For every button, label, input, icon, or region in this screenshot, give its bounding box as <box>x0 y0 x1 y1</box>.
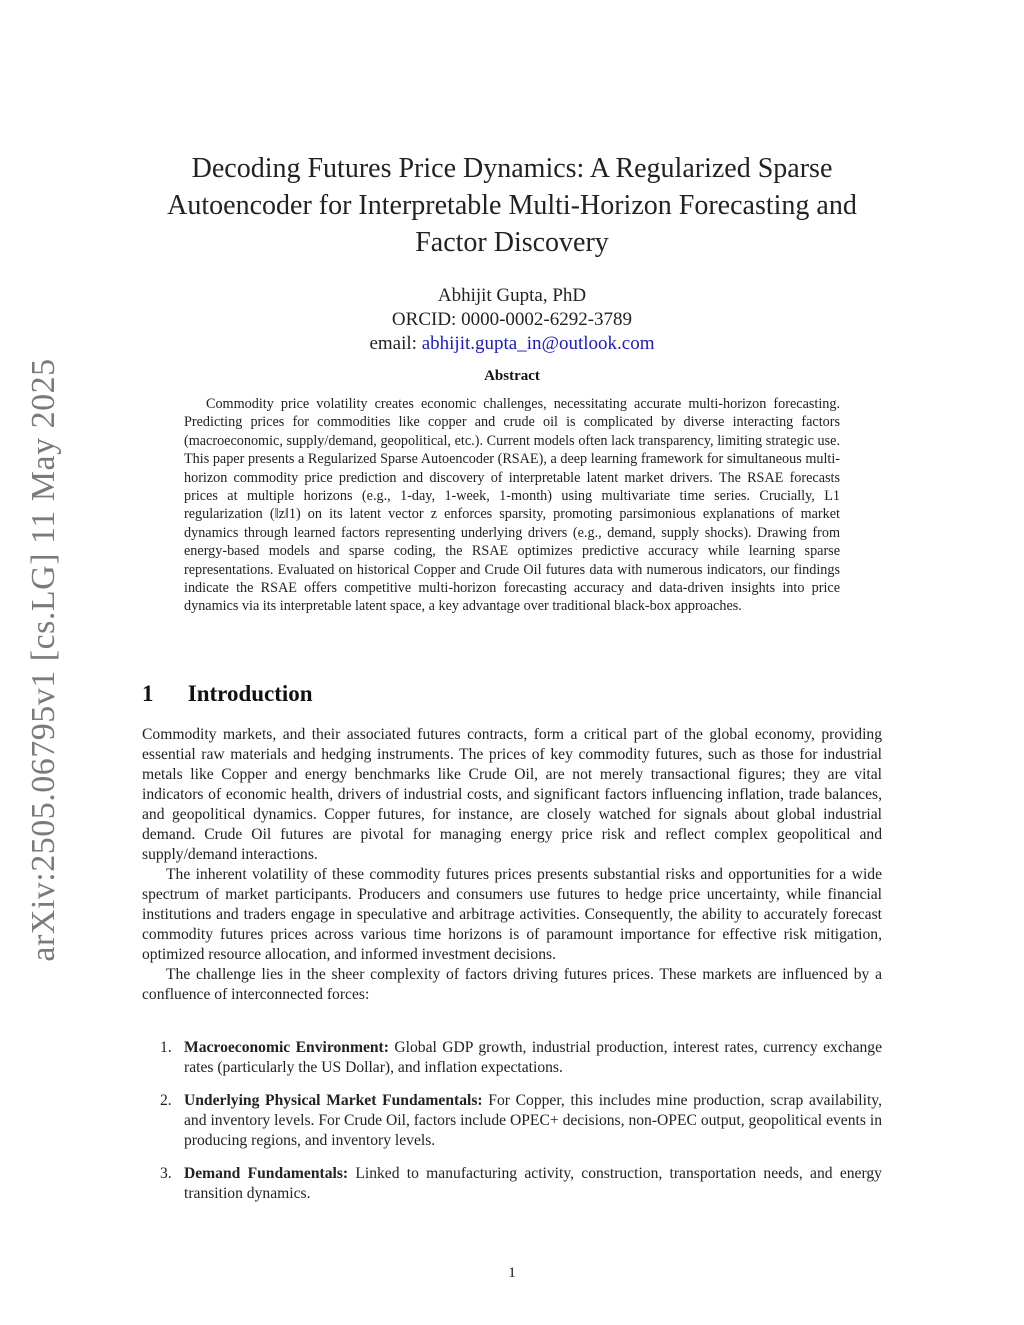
email-label: email: <box>369 333 417 354</box>
author-block <box>150 284 874 356</box>
list-item-heading: Demand Fundamentals: <box>184 1165 349 1182</box>
list-item-heading: Macroeconomic Environment: <box>184 1039 389 1056</box>
page-number: 1 <box>508 1265 516 1281</box>
paper-title: Decoding Futures Price Dynamics: A Regularized Sparse Autoencoder for Interpretable Multi-Horizon Forecasting and Factor Discovery <box>167 153 857 258</box>
paragraph: The challenge lies in the sheer complexity of factors driving futures prices. These markets are influenced by a confluence of interconnected forces: <box>142 966 882 1003</box>
list-item-text: For Copper, this includes mine production, scrap availability, and inventory levels. For Crude Oil, factors include OPEC+ decisions, non-OPEC output, geopolitical events in producing regions, and inventory levels. <box>184 1092 882 1149</box>
section-title: Introduction <box>187 681 313 706</box>
section-heading <box>142 681 313 707</box>
abstract-text: Commodity price volatility creates economic challenges, necessitating accurate multi-horizon forecasting. Predicting prices for commodities like copper and crude oil is complicated by diverse interacting factors (macroeconomic, supply/demand, geopolitical, etc.). Current models often lack transparency, limiting strategic use. This paper presents a Regularized Sparse Autoencoder (RSAE), a deep learning framework for simultaneous multi-horizon commodity price prediction and discovery of interpretable latent market drivers. The RSAE forecasts prices at multiple horizons (e.g., 1-day, 1-week, 1-month) using multivariate time series. Crucially, L1 regularization (‖z‖1) on its latent vector z enforces sparsity, promoting parsimonious explanations of market dynamics through learned factors representing underlying drivers (e.g., demand, supply shocks). Drawing from energy-based models and sparse coding, the RSAE optimizes predictive accuracy while learning sparse representations. Evaluated on historical Copper and Crude Oil futures data with numerous indicators, our findings indicate the RSAE offers competitive multi-horizon forecasting accuracy and data-driven insights into price dynamics via its interpretable latent space, a key advantage over traditional black-box approaches. <box>184 396 840 615</box>
list-item-text: Global GDP growth, industrial production, interest rates, currency exchange rates (particularly the US Dollar), and inflation expectations. <box>184 1039 883 1076</box>
introduction-body <box>142 725 882 1005</box>
list-item <box>142 1091 882 1151</box>
paragraph: Commodity markets, and their associated futures contracts, form a critical part of the global economy, providing essential raw materials and hedging instruments. The prices of key commodity futures, such as those for industrial metals like Copper and energy benchmarks like Crude Oil, are not merely transactional figures; they are vital indicators of economic health, drivers of industrial costs, and significant factors influencing inflation, trade balances, and geopolitical dynamics. Copper futures, for instance, are closely watched for signals about global industrial demand. Crude Oil futures are pivotal for managing energy price risk and reflect complex geopolitical and supply/demand interactions. <box>142 726 882 863</box>
section-number: 1 <box>142 681 154 706</box>
list-item-text: Linked to manufacturing activity, construction, transportation needs, and energy transition dynamics. <box>184 1165 882 1202</box>
list-item-number: 2. <box>160 1092 172 1109</box>
list-item-number: 1. <box>160 1039 172 1056</box>
arxiv-identifier-stamp: arXiv:2505.06795v1 [cs.LG] 11 May 2025 <box>25 358 62 962</box>
abstract-heading: Abstract <box>484 368 540 384</box>
list-item-heading: Underlying Physical Market Fundamentals: <box>184 1092 483 1109</box>
factor-list <box>142 1038 882 1217</box>
author-name: Abhijit Gupta, PhD <box>437 285 587 306</box>
paragraph: The inherent volatility of these commodity futures prices presents substantial risks and opportunities for a wide spectrum of market participants. Producers and consumers use futures to hedge price uncertainty, while financial institutions and traders engage in speculative and arbitrage activities. Consequently, the ability to accurately forecast commodity futures prices across various time horizons is of paramount importance for effective risk mitigation, optimized resource allocation, and informed investment decisions. <box>142 866 882 963</box>
list-item-number: 3. <box>160 1165 172 1182</box>
author-orcid: ORCID: 0000-0002-6292-3789 <box>391 309 633 330</box>
author-email-line <box>150 332 874 356</box>
list-item <box>142 1164 882 1204</box>
list-item <box>142 1038 882 1078</box>
email-link[interactable]: abhijit.gupta_in@outlook.com <box>421 333 655 354</box>
